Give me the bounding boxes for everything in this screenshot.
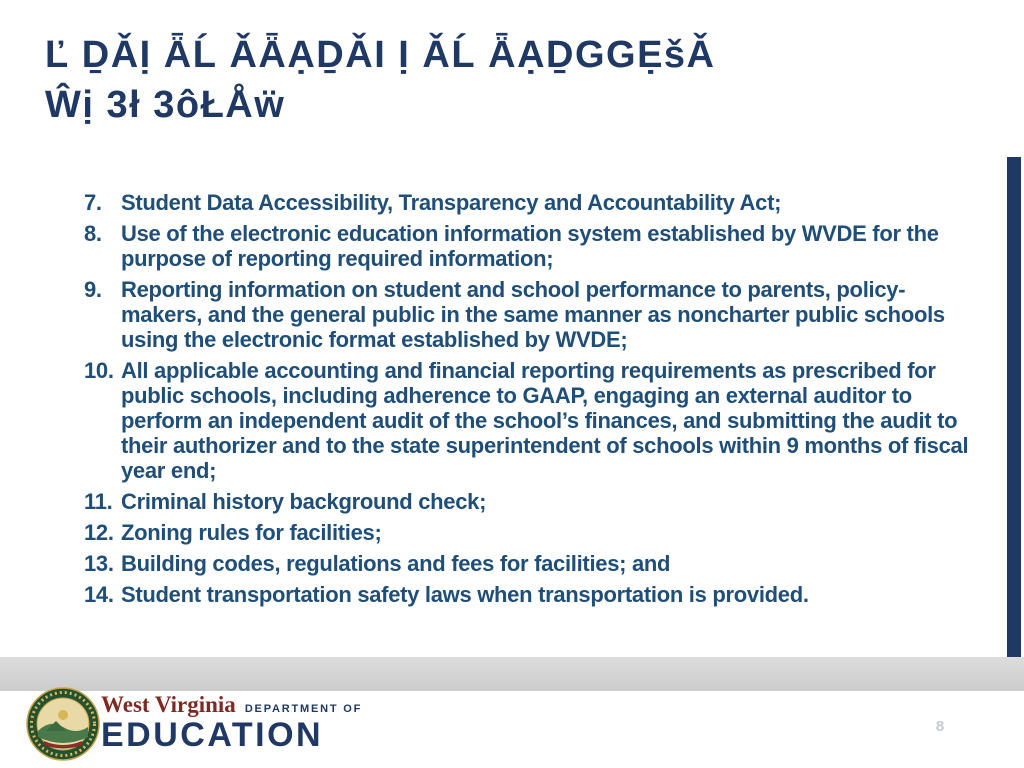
list-item-number: 10. [84,358,114,383]
list-item [84,520,985,545]
brand-state-name: West Virginia [101,692,236,717]
list-item [84,489,985,514]
right-accent-bar [1007,157,1021,657]
list-item-text: Reporting information on student and school performance to parents, policy-makers, and the general public in the same manner as noncharter public schools using the electronic format established by WVDE; [121,277,945,352]
list-item [84,358,985,483]
list-item-number: 11. [84,489,113,514]
list-item-text: All applicable accounting and financial reporting requirements as prescribed for public schools, including adherence to GAAP, engaging an external auditor to perform an independent audit of the school’s finances, and submitting the audit to their authorizer and to the state superintendent of schools within 9 months of fiscal year end; [121,358,969,483]
brand-education-wordmark: EDUCATION [101,716,324,754]
brand-department-of: DEPARTMENT OF [244,703,363,715]
list-item-number: 7. [84,190,102,215]
slide-title-line2: Ŵị 3ł 3ôŁÅẅ [45,84,286,126]
wv-state-seal-icon [26,687,100,761]
list-item-text: Student Data Accessibility, Transparency and Accountability Act; [121,190,782,215]
numbered-list [84,190,985,613]
list-item-number: 13. [84,551,114,576]
list-item-number: 14. [84,582,114,607]
footer-brand-top [101,692,362,718]
list-item [84,582,985,607]
list-item [84,221,985,271]
list-item-text: Student transportation safety laws when transportation is provided. [121,582,809,607]
slide-title-line1: Ľ ḎǍỊ ǞĹ ǍǞẠḎǍI Ị ǍĹ ǞẠḎGGẸšǍ [45,34,716,76]
list-item-text: Building codes, regulations and fees for facilities; and [121,551,671,576]
list-item [84,190,985,215]
list-item-number: 12. [84,520,114,545]
list-item [84,551,985,576]
list-item-text: Zoning rules for facilities; [121,520,382,545]
list-item-number: 9. [84,277,102,302]
page-number: 8 [935,718,945,735]
list-item-number: 8. [84,221,102,246]
footer-gray-band [0,657,1024,691]
list-item [84,277,985,352]
slide-title [45,30,716,130]
list-item-text: Use of the electronic education information system established by WVDE for the purpose of reporting required information; [121,221,939,271]
list-item-text: Criminal history background check; [121,489,487,514]
footer-brand [101,692,362,753]
